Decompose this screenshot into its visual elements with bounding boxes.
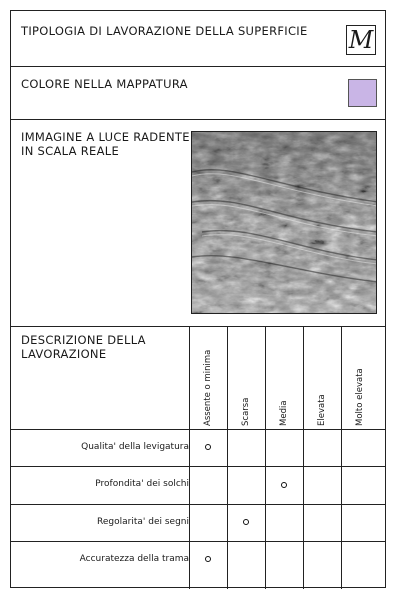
surface-photo	[191, 131, 377, 314]
column-header-2: Scarsa	[241, 397, 251, 426]
image-label-line1: IMMAGINE A LUCE RADENTE	[21, 130, 190, 144]
rating-mark	[243, 519, 249, 525]
divider	[11, 504, 385, 505]
divider	[11, 119, 385, 120]
divider	[11, 466, 385, 467]
criterion-label: Accuratezza della trama	[79, 554, 189, 564]
criterion-label: Regolarita' dei segni	[97, 517, 189, 527]
image-label-line2: IN SCALA REALE	[21, 144, 120, 158]
description-label-line2: LAVORAZIONE	[21, 347, 107, 361]
column-header-3: Media	[279, 400, 289, 426]
rating-mark	[281, 482, 287, 488]
rating-mark	[205, 556, 211, 562]
criterion-label: Profondita' dei solchi	[95, 479, 189, 489]
logo-m-icon: M	[346, 25, 376, 55]
description-label-line1: DESCRIZIONE DELLA	[21, 333, 146, 347]
column-header-1: Assente o minima	[203, 349, 213, 426]
divider	[11, 66, 385, 67]
column-header-5: Molto elevata	[355, 368, 365, 426]
page-title: TIPOLOGIA DI LAVORAZIONE DELLA SUPERFICIE	[21, 24, 308, 38]
divider	[11, 541, 385, 542]
color-swatch	[348, 79, 377, 107]
criterion-label: Qualita' della levigatura	[81, 442, 189, 452]
column-header-4: Elevata	[317, 394, 327, 426]
color-label: COLORE NELLA MAPPATURA	[21, 77, 188, 91]
raking-light-texture-image	[192, 132, 377, 314]
survey-card	[10, 10, 386, 588]
rating-mark	[205, 444, 211, 450]
